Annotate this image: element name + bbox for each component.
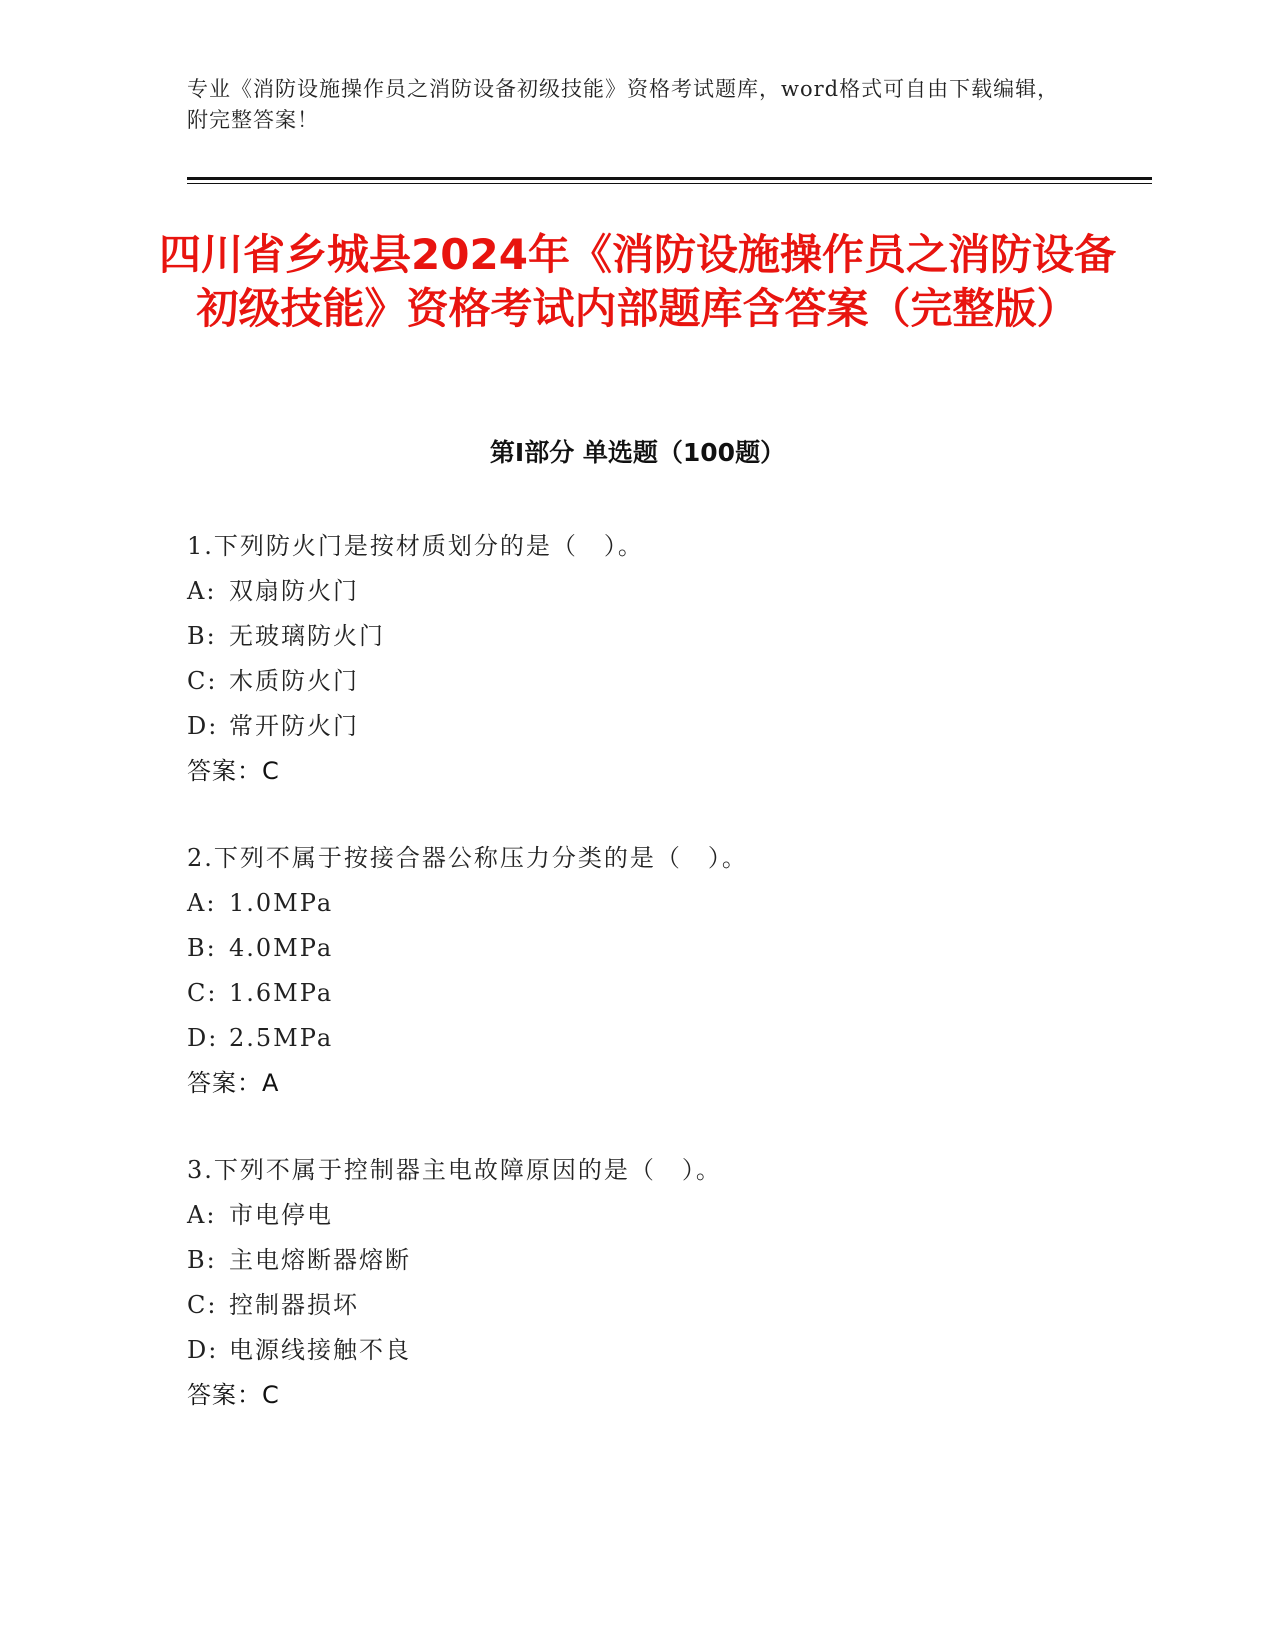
header-note: 专业《消防设施操作员之消防设备初级技能》资格考试题库，word格式可自由下载编辑，附完整答案！ bbox=[187, 77, 1060, 132]
option-key: C: bbox=[187, 1291, 218, 1319]
header-rule-thick bbox=[187, 177, 1152, 180]
option-key: D: bbox=[187, 1336, 219, 1364]
option-key: B: bbox=[187, 622, 217, 650]
question-3 bbox=[187, 1148, 1147, 1418]
option-key: D: bbox=[187, 1024, 219, 1052]
option-text: 电源线接触不良 bbox=[229, 1336, 411, 1364]
option-text: 4.0MPa bbox=[229, 934, 334, 962]
option-a bbox=[187, 881, 1147, 926]
option-d bbox=[187, 1328, 1147, 1373]
option-key: D: bbox=[187, 712, 219, 740]
question-2 bbox=[187, 836, 1147, 1106]
answer: 答案：A bbox=[187, 1069, 280, 1097]
option-a bbox=[187, 569, 1147, 614]
option-key: A: bbox=[187, 889, 217, 917]
option-text: 市电停电 bbox=[229, 1201, 333, 1229]
answer: 答案：C bbox=[187, 1381, 280, 1409]
question-list bbox=[187, 524, 1147, 1460]
question-text: 1.下列防火门是按材质划分的是（ ）。 bbox=[187, 532, 644, 560]
option-c bbox=[187, 659, 1147, 704]
option-text: 双扇防火门 bbox=[229, 577, 359, 605]
question-text: 3.下列不属于控制器主电故障原因的是（ ）。 bbox=[187, 1156, 722, 1184]
option-d bbox=[187, 1016, 1147, 1061]
option-a bbox=[187, 1193, 1147, 1238]
section-title: 第I部分 单选题（100题） bbox=[489, 438, 786, 467]
option-key: C: bbox=[187, 979, 218, 1007]
option-text: 木质防火门 bbox=[229, 667, 359, 695]
option-key: A: bbox=[187, 577, 217, 605]
option-text: 主电熔断器熔断 bbox=[229, 1246, 411, 1274]
document-title: 四川省乡城县2024年《消防设施操作员之消防设备初级技能》资格考试内部题库含答案（完整版） bbox=[159, 230, 1116, 333]
option-key: A: bbox=[187, 1201, 217, 1229]
option-b bbox=[187, 614, 1147, 659]
option-text: 无玻璃防火门 bbox=[229, 622, 385, 650]
option-b bbox=[187, 926, 1147, 971]
option-text: 常开防火门 bbox=[229, 712, 359, 740]
option-key: C: bbox=[187, 667, 218, 695]
question-text: 2.下列不属于按接合器公称压力分类的是（ ）。 bbox=[187, 844, 748, 872]
option-text: 1.0MPa bbox=[229, 889, 334, 917]
option-c bbox=[187, 1283, 1147, 1328]
question-1 bbox=[187, 524, 1147, 794]
option-text: 1.6MPa bbox=[229, 979, 334, 1007]
option-key: B: bbox=[187, 934, 217, 962]
option-text: 控制器损坏 bbox=[229, 1291, 359, 1319]
option-key: B: bbox=[187, 1246, 217, 1274]
option-text: 2.5MPa bbox=[229, 1024, 334, 1052]
answer: 答案：C bbox=[187, 757, 280, 785]
option-c bbox=[187, 971, 1147, 1016]
option-d bbox=[187, 704, 1147, 749]
header-rule-thin bbox=[187, 183, 1152, 184]
option-b bbox=[187, 1238, 1147, 1283]
